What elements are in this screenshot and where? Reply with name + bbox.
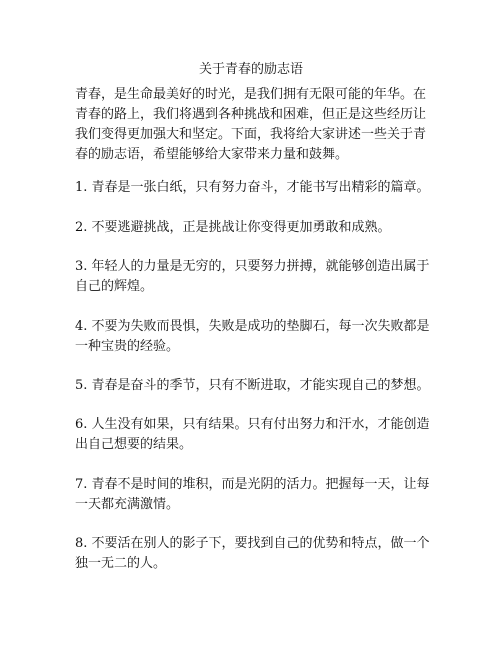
intro-paragraph: 青春，是生命最美好的时光，是我们拥有无限可能的年华。在青春的路上，我们将遇到各种挑战和困难，但正是这些经历让我们变得更加强大和坚定。下面，我将给大家讲述一些关于青春的励志语，希望能够给大家带来力量和鼓舞。	[75, 87, 427, 162]
document-title: 关于青春的励志语	[198, 62, 303, 77]
quote-5: 5. 青春是奋斗的季节，只有不断进取，才能实现自己的梦想。	[75, 378, 430, 393]
quote-6: 6. 人生没有如果，只有结果。只有付出努力和汗水，才能创造出自己想要的结果。	[75, 417, 430, 452]
quote-3: 3. 年轻人的力量是无穷的，只要努力拼搏，就能够创造出属于自己的辉煌。	[75, 259, 430, 294]
quote-2: 2. 不要逃避挑战，正是挑战让你变得更加勇敢和成熟。	[75, 220, 391, 235]
quote-8: 8. 不要活在别人的影子下，要找到自己的优势和特点，做一个独一无二的人。	[75, 536, 430, 571]
quote-4: 4. 不要为失败而畏惧，失败是成功的垫脚石，每一次失败都是一种宝贵的经验。	[75, 319, 430, 354]
quote-7: 7. 青春不是时间的堆积，而是光阴的活力。把握每一天，让每一天都充满激情。	[75, 477, 430, 512]
quote-1: 1. 青春是一张白纸，只有努力奋斗，才能书写出精彩的篇章。	[75, 180, 430, 195]
